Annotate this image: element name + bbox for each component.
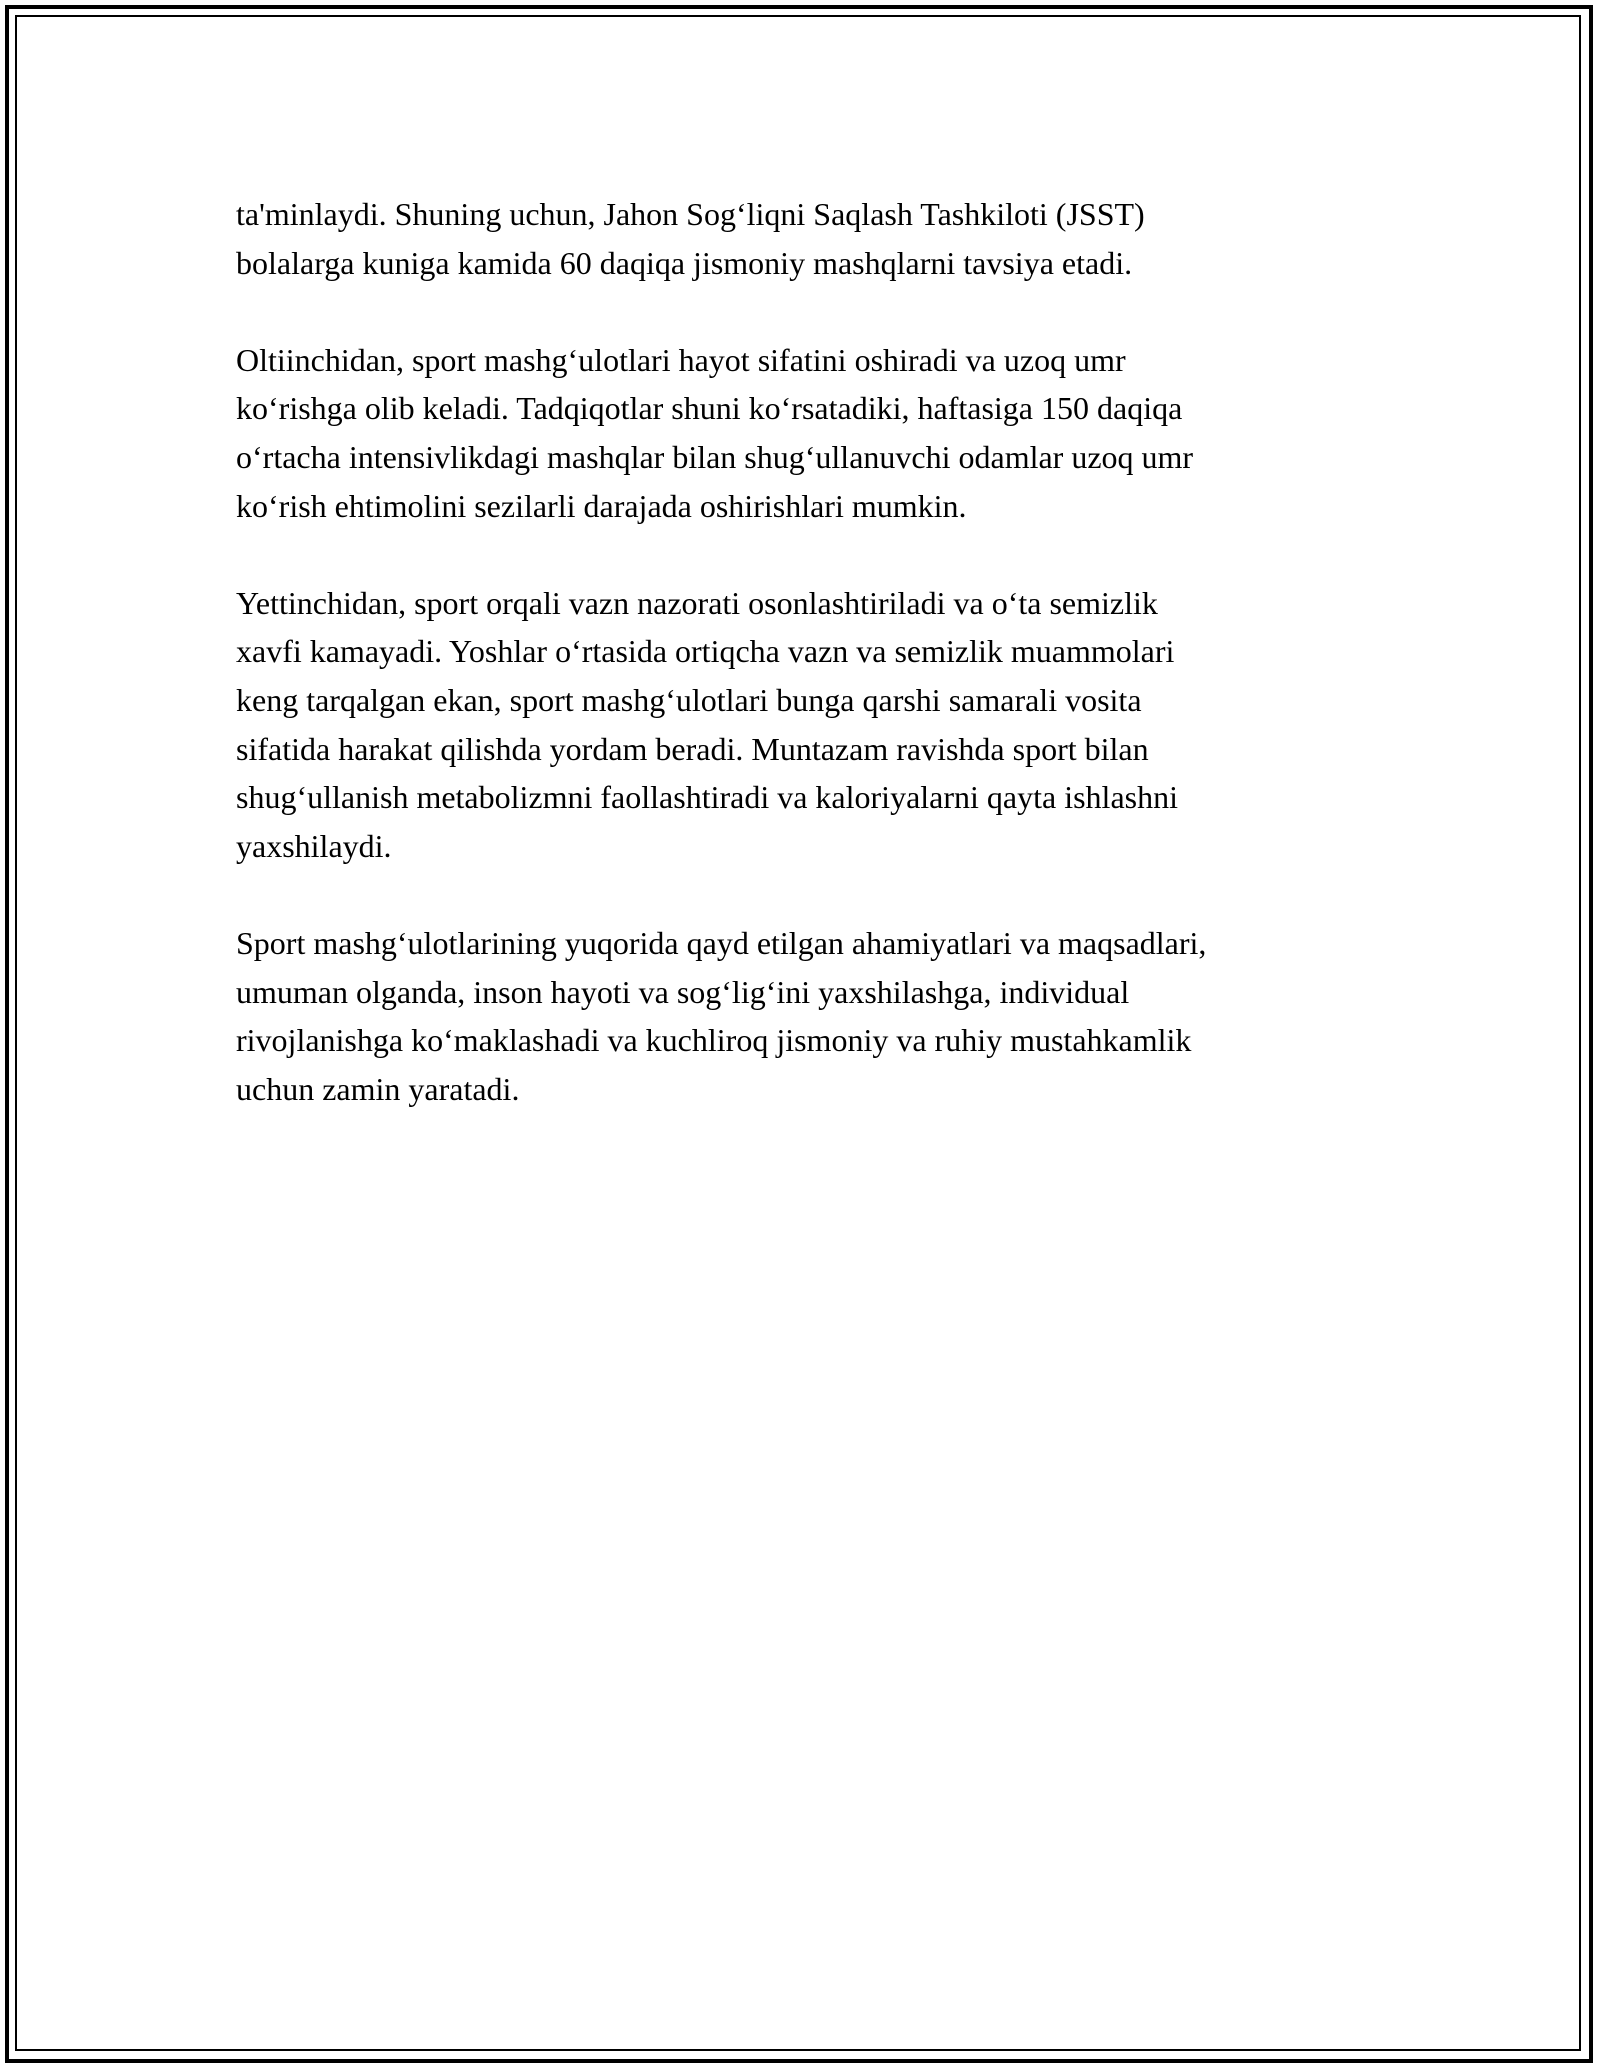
text-line: Yettinchidan, sport orqali vazn nazorati osonlashtiriladi va o‘ta semizlik (236, 584, 1158, 621)
text-line: xavfi kamayadi. Yoshlar o‘rtasida ortiqcha vazn va semizlik muammolari (236, 633, 1175, 670)
text-line: bolalarga kuniga kamida 60 daqiqa jismoniy mashqlarni tavsiya etadi. (236, 244, 1133, 281)
text-line: rivojlanishga ko‘maklashadi va kuchliroq jismoniy va ruhiy mustahkamlik (236, 1022, 1192, 1059)
paragraph-4 (236, 919, 1376, 1113)
text-line: shug‘ullanish metabolizmni faollashtiradi va kaloriyalarni qayta ishlashni (236, 779, 1178, 816)
text-line: Oltiinchidan, sport mashg‘ulotlari hayot sifatini oshiradi va uzoq umr (236, 341, 1126, 378)
text-line: yaxshilaydi. (236, 827, 392, 864)
paragraph-3 (236, 579, 1376, 871)
paragraph-2 (236, 336, 1376, 530)
text-line: umuman olganda, inson hayoti va sog‘lig‘ini yaxshilashga, individual (236, 973, 1130, 1010)
text-line: uchun zamin yaratadi. (236, 1070, 520, 1107)
text-line: Sport mashg‘ulotlarining yuqorida qayd etilgan ahamiyatlari va maqsadlari, (236, 924, 1207, 961)
text-line: ko‘rish ehtimolini sezilarli darajada oshirishlari mumkin. (236, 487, 967, 524)
text-line: sifatida harakat qilishda yordam beradi. Muntazam ravishda sport bilan (236, 730, 1149, 767)
text-line: keng tarqalgan ekan, sport mashg‘ulotlari bunga qarshi samarali vosita (236, 681, 1142, 718)
text-line: o‘rtacha intensivlikdagi mashqlar bilan shug‘ullanuvchi odamlar uzoq umr (236, 438, 1194, 475)
text-line: ko‘rishga olib keladi. Tadqiqotlar shuni ko‘rsatadiki, haftasiga 150 daqiqa (236, 390, 1183, 427)
text-line: ta'minlaydi. Shuning uchun, Jahon Sog‘liqni Saqlash Tashkiloti (JSST) (236, 196, 1145, 232)
paragraph-1 (236, 190, 1376, 287)
document-body (236, 190, 1376, 1162)
